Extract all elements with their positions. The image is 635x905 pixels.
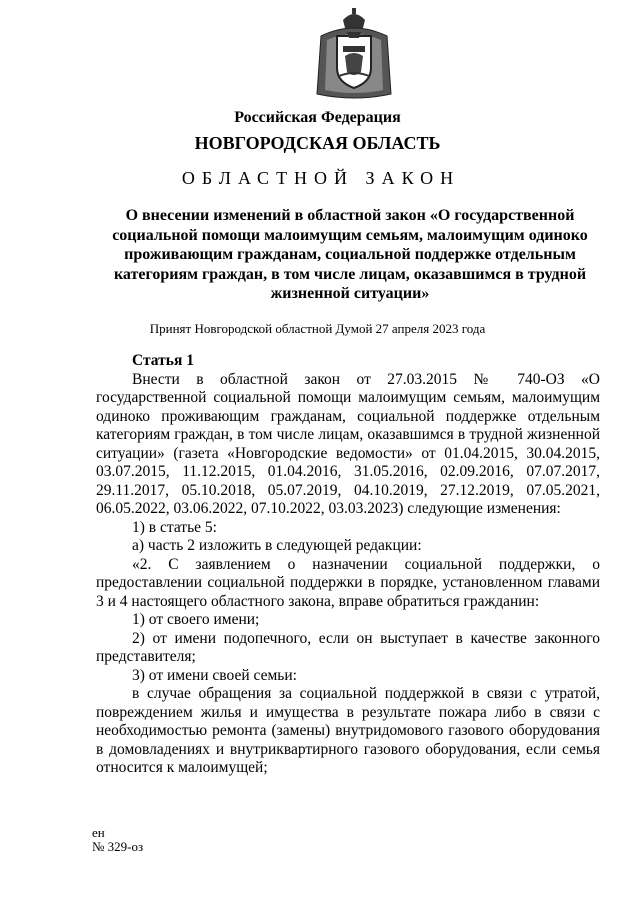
paragraph: 3) от имени своей семьи: bbox=[132, 666, 297, 684]
document-body bbox=[96, 352, 600, 778]
document-type-heading: ОБЛАСТНОЙ ЗАКОН bbox=[181, 168, 461, 188]
paragraph: 1) в статье 5: bbox=[132, 518, 217, 536]
federation-heading: Российская Федерация bbox=[234, 109, 401, 126]
paragraph: в случае обращения за социальной поддержкой в связи с утратой, повреждением жилья и имущества в результате пожара либо в связи с необходимостью ремонта (замены) внутридомового газового оборудования в домовладениях и внутриквартирного газового оборудования, если семья относится к малоимущей; bbox=[96, 685, 600, 776]
executor-initials: ен bbox=[92, 825, 105, 840]
paragraph: а) часть 2 изложить в следующей редакции: bbox=[132, 537, 422, 554]
adoption-note: Принят Новгородской областной Думой 27 апреля 2023 года bbox=[149, 321, 486, 336]
paragraph: Внести в областной закон от 27.03.2015 № 740-ОЗ «О государственной социальной помощи малоимущим семьям, малоимущим одиноко проживающим гражданам, социальной поддержке отдельным категориям граждан, в том числе лицам, оказавшимся в трудной жизненной ситуации» (газета «Новгородские ведомости» от 01.04.2015, 30.04.2015, 03.07.2015, 11.12.2015, 01.04.2016, 31.05.2016, 02.09.2016, 07.07.2017, 29.11.2017, 05.10.2018, 05.07.2019, 04.10.2019, 27.12.2019, 07.05.2021, 06.05.2022, 03.06.2022, 07.10.2022, 03.03.2023) следующие изменения: bbox=[96, 370, 600, 517]
coat-of-arms-icon bbox=[313, 6, 395, 102]
document-footer bbox=[92, 826, 143, 854]
paragraph: 1) от своего имени; bbox=[132, 611, 260, 628]
paragraph: 2) от имени подопечного, если он выступает в качестве законного представителя; bbox=[96, 629, 600, 665]
paragraph: «2. С заявлением о назначении социальной поддержки, о предоставлении социальной поддержки в порядке, установленном главами 3 и 4 настоящего областного закона, вправе обратиться гражданин: bbox=[96, 555, 600, 610]
law-title: О внесении изменений в областной закон «О государственной социальной помощи малоимущим семьям, малоимущим одиноко проживающим гражданам, социальной поддержке отдельным категориям граждан, в том числе лицам, оказавшимся в трудной жизненной ситуации» bbox=[112, 207, 588, 302]
law-number: № 329-оз bbox=[92, 839, 144, 854]
region-heading: НОВГОРОДСКАЯ ОБЛАСТЬ bbox=[194, 133, 441, 153]
article-heading: Статья 1 bbox=[132, 352, 194, 369]
